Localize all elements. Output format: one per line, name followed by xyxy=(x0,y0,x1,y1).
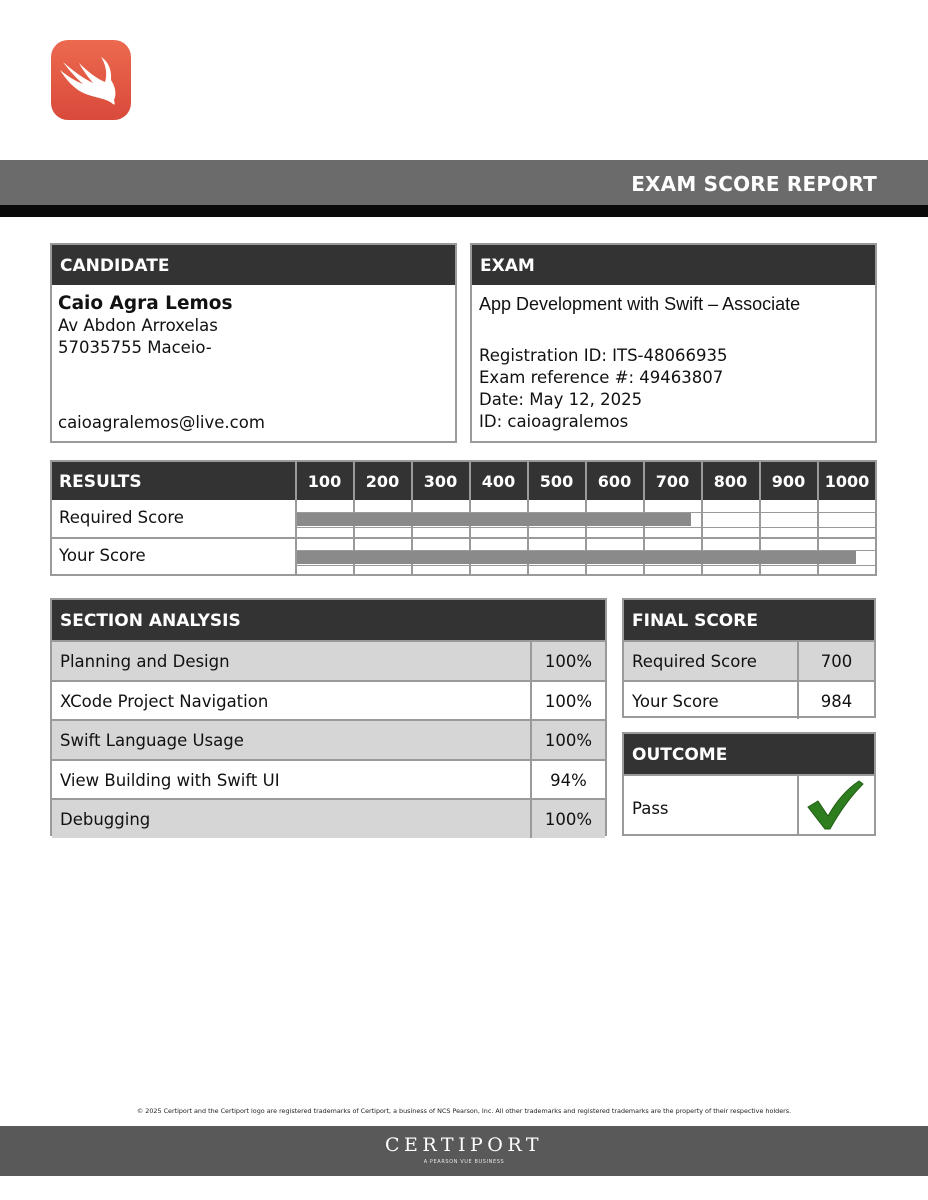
section-row xyxy=(52,719,605,759)
certiport-tagline: A PEARSON VUE BUSINESS xyxy=(423,1159,505,1165)
exam-name: App Development with Swift – Associate xyxy=(479,294,801,314)
section-label: View Building with Swift UI xyxy=(60,770,280,790)
section-row xyxy=(52,759,605,799)
outcome-panel xyxy=(622,732,876,836)
required-score-bar xyxy=(297,513,691,526)
scale-tick: 400 xyxy=(469,462,526,500)
section-row xyxy=(52,798,605,838)
section-score: 100% xyxy=(530,721,605,759)
candidate-name: Caio Agra Lemos xyxy=(58,293,233,314)
scale-tick: 800 xyxy=(701,462,758,500)
final-score-row xyxy=(624,640,874,680)
section-score: 94% xyxy=(530,761,605,799)
exam-date: Date: May 12, 2025 xyxy=(479,390,643,409)
final-score-panel xyxy=(622,598,876,718)
section-label: Planning and Design xyxy=(60,652,230,671)
report-title: EXAM SCORE REPORT xyxy=(631,172,877,196)
section-analysis-heading: SECTION ANALYSIS xyxy=(52,600,605,640)
results-table xyxy=(50,460,877,576)
title-rule xyxy=(0,205,928,217)
outcome-result: Pass xyxy=(632,799,669,818)
checkmark-icon xyxy=(797,776,874,834)
row-divider xyxy=(52,537,875,539)
scale-tick: 200 xyxy=(353,462,410,500)
candidate-email: caioagralemos@live.com xyxy=(58,413,265,432)
scale-tick: 700 xyxy=(643,462,700,500)
exam-reference: Exam reference #: 49463807 xyxy=(479,368,724,387)
section-label: Swift Language Usage xyxy=(60,731,244,750)
final-score-label: Your Score xyxy=(632,691,719,711)
scale-tick: 300 xyxy=(411,462,468,500)
section-row xyxy=(52,680,605,720)
scale-tick: 500 xyxy=(527,462,584,500)
required-score-label: Required Score xyxy=(59,508,184,527)
scale-tick: 900 xyxy=(759,462,816,500)
candidate-panel xyxy=(50,243,457,443)
scale-tick: 100 xyxy=(295,462,352,500)
your-score-bar xyxy=(297,551,856,564)
results-heading: RESULTS xyxy=(59,472,142,492)
scale-tick: 600 xyxy=(585,462,642,500)
candidate-address-line1: Av Abdon Arroxelas xyxy=(58,316,218,335)
final-required-score: 700 xyxy=(797,642,874,680)
outcome-row xyxy=(624,774,874,834)
legal-notice: © 2025 Certiport and the Certiport logo are registered trademarks of Certiport, a business of NCS Pearson, Inc. All other trademarks and registered trademarks are the property of their respective holders. xyxy=(136,1107,792,1115)
exam-heading: EXAM xyxy=(472,245,875,285)
section-analysis-panel xyxy=(50,598,607,836)
final-score-row xyxy=(624,680,874,720)
candidate-heading: CANDIDATE xyxy=(52,245,455,285)
registration-id: Registration ID: ITS-48066935 xyxy=(479,346,728,365)
section-score: 100% xyxy=(530,682,605,720)
section-label: XCode Project Navigation xyxy=(60,691,269,711)
results-header-row xyxy=(52,462,875,500)
certiport-logo: CERTIPORT xyxy=(384,1134,544,1156)
section-score: 100% xyxy=(530,642,605,680)
final-score-heading: FINAL SCORE xyxy=(624,600,874,640)
section-score: 100% xyxy=(530,800,605,838)
exam-panel xyxy=(470,243,877,443)
scale-tick: 1000 xyxy=(817,462,875,500)
candidate-address-line2: 57035755 Maceio- xyxy=(58,338,212,357)
swift-logo-icon xyxy=(51,40,131,120)
section-row xyxy=(52,640,605,680)
your-score-label: Your Score xyxy=(59,546,146,565)
outcome-heading: OUTCOME xyxy=(624,734,874,774)
exam-user-id: ID: caioagralemos xyxy=(479,412,629,431)
final-score-label: Required Score xyxy=(632,652,757,671)
final-your-score: 984 xyxy=(797,682,874,720)
section-label: Debugging xyxy=(60,810,151,829)
